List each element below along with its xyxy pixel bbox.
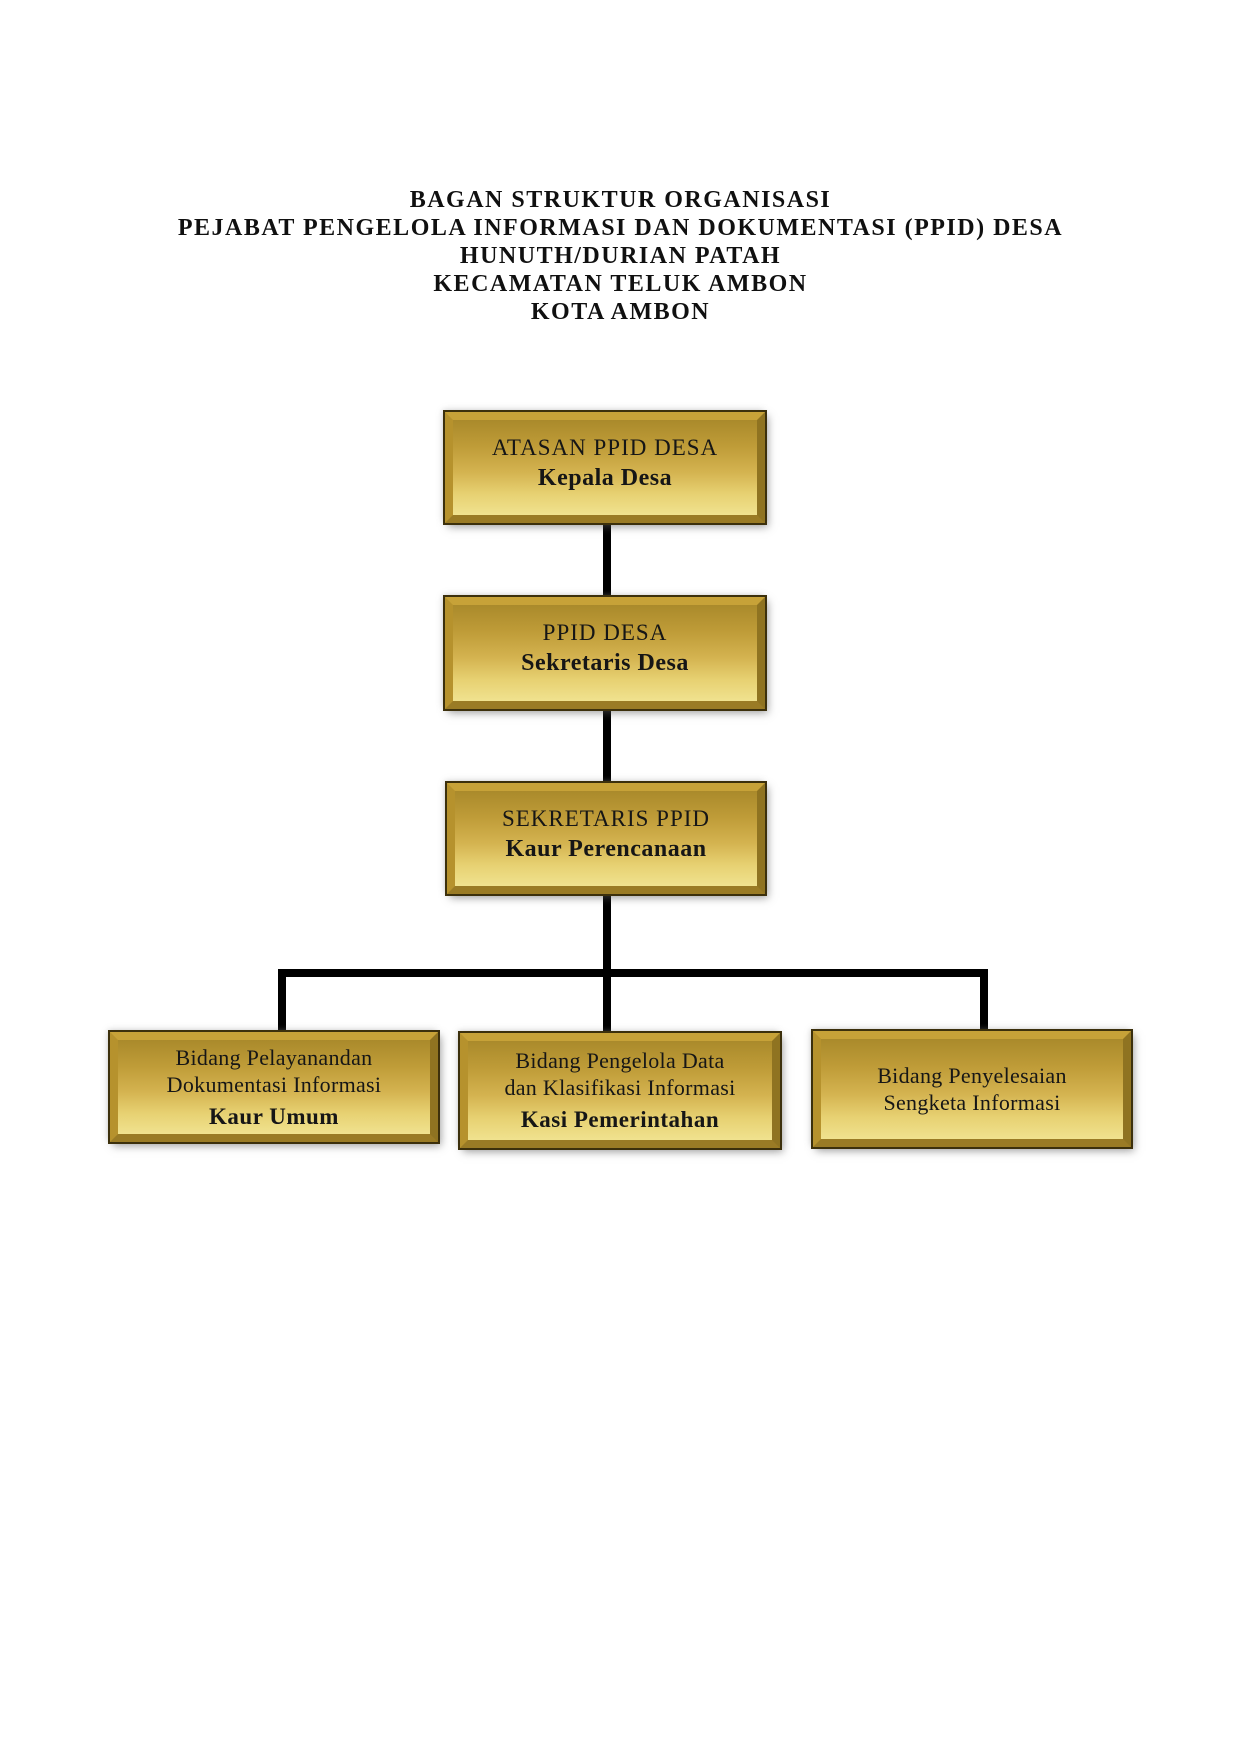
- org-node-role-line-1: Bidang Pelayanandan: [175, 1044, 373, 1070]
- org-node-role-line-1: Bidang Pengelola Data: [515, 1048, 725, 1073]
- org-node-sekretaris-ppid: [447, 783, 765, 894]
- org-node-role-line-1: Bidang Penyelesaian: [877, 1063, 1067, 1088]
- org-node-holder: Kaur Perencanaan: [505, 835, 707, 862]
- connector-sekretaris-to-branch: [603, 891, 611, 1037]
- org-node-atasan-ppid-desa: [445, 412, 765, 523]
- org-node-role: ATASAN PPID DESA: [491, 434, 719, 460]
- org-node-ppid-desa: [445, 597, 765, 709]
- org-node-role: PPID DESA: [542, 620, 668, 645]
- org-node-holder: Kaur Umum: [209, 1103, 339, 1129]
- connector-branch-right-leg: [980, 969, 988, 1035]
- title-line-1: BAGAN STRUKTUR ORGANISASI: [409, 187, 832, 213]
- org-node-bidang-penyelesaian-sengketa: [813, 1031, 1131, 1147]
- org-node-role-line-2: Dokumentasi Informasi: [166, 1071, 382, 1097]
- chart-title-block: [0, 186, 1241, 326]
- title-line-4: KECAMATAN TELUK AMBON: [433, 271, 808, 297]
- connector-branch-left-leg: [278, 969, 286, 1035]
- title-line-5: KOTA AMBON: [530, 299, 711, 325]
- title-line-2: PEJABAT PENGELOLA INFORMASI DAN DOKUMENTASI (PPID) DESA: [177, 215, 1064, 241]
- connector-branch-horizontal: [278, 969, 988, 977]
- org-node-bidang-pengelola-data: [460, 1033, 780, 1148]
- org-node-bidang-pelayanan-dokumentasi: [110, 1032, 438, 1142]
- title-line-3: HUNUTH/DURIAN PATAH: [459, 243, 782, 269]
- connector-ppid-to-sekretaris: [603, 706, 611, 787]
- org-node-role-line-2: Sengketa Informasi: [883, 1090, 1061, 1115]
- org-node-holder: Kepala Desa: [537, 464, 673, 491]
- org-node-holder: Sekretaris Desa: [521, 650, 689, 676]
- org-node-holder: Kasi Pemerintahan: [520, 1107, 720, 1132]
- org-node-role: SEKRETARIS PPID: [501, 805, 711, 831]
- connector-atasan-to-ppid: [603, 521, 611, 601]
- org-node-role-line-2: dan Klasifikasi Informasi: [504, 1075, 736, 1100]
